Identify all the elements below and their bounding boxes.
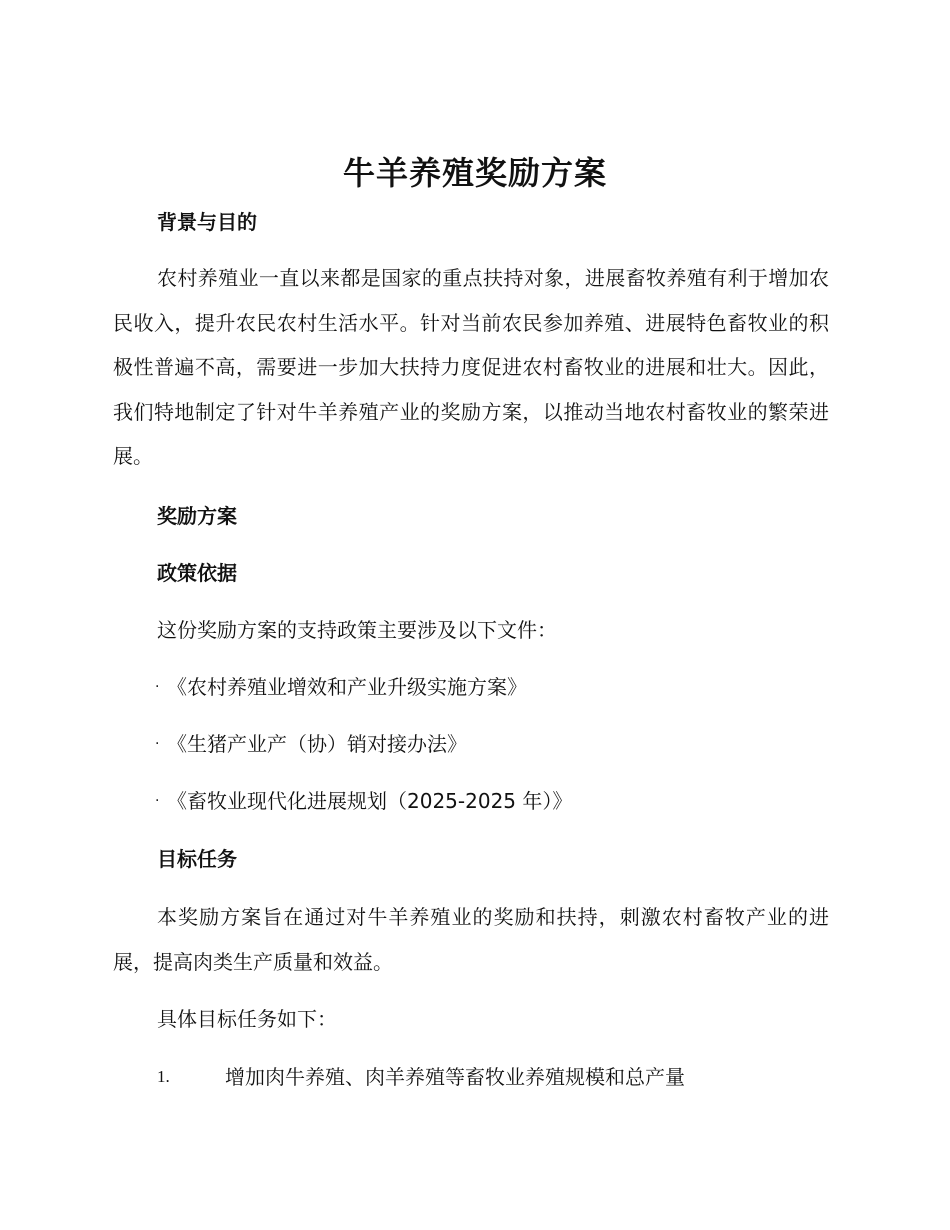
section-heading-goals: 目标任务 bbox=[157, 847, 237, 871]
list-item bbox=[157, 1062, 685, 1092]
policy-intro: 这份奖励方案的支持政策主要涉及以下文件： bbox=[157, 618, 557, 642]
list-number: 1. bbox=[157, 1067, 170, 1086]
goal-intro: 具体目标任务如下： bbox=[157, 1007, 337, 1031]
list-item bbox=[155, 729, 467, 759]
bullet-icon: · bbox=[155, 736, 160, 752]
policy-doc-label: 《生猪产业产（协）销对接办法》 bbox=[167, 732, 467, 756]
section-heading-policy: 政策依据 bbox=[157, 561, 237, 585]
bullet-icon: · bbox=[155, 679, 160, 695]
section-heading-background: 背景与目的 bbox=[157, 210, 257, 234]
goal-paragraph: 本奖励方案旨在通过对牛羊养殖业的奖励和扶持，刺激农村畜牧产业的进展，提高肉类生产质量和效益。 bbox=[113, 905, 829, 974]
list-item bbox=[155, 672, 527, 702]
section-heading-plan: 奖励方案 bbox=[157, 504, 237, 528]
document-title: 牛羊养殖奖励方案 bbox=[342, 154, 607, 192]
policy-doc-label: 《畜牧业现代化进展规划（2025-2025 年）》 bbox=[167, 789, 573, 813]
bullet-icon: · bbox=[155, 793, 160, 809]
goal-item-text: 增加肉牛养殖、肉羊养殖等畜牧业养殖规模和总产量 bbox=[225, 1065, 685, 1089]
background-paragraph: 农村养殖业一直以来都是国家的重点扶持对象，进展畜牧养殖有利于增加农民收入，提升农民农村生活水平。针对当前农民参加养殖、进展特色畜牧业的积极性普遍不高，需要进一步加大扶持力度促进农村畜牧业的进展和壮大。因此，我们特地制定了针对牛羊养殖产业的奖励方案，以推动当地农村畜牧业的繁荣进展。 bbox=[113, 266, 829, 468]
policy-doc-label: 《农村养殖业增效和产业升级实施方案》 bbox=[167, 675, 527, 699]
list-item bbox=[155, 786, 572, 816]
